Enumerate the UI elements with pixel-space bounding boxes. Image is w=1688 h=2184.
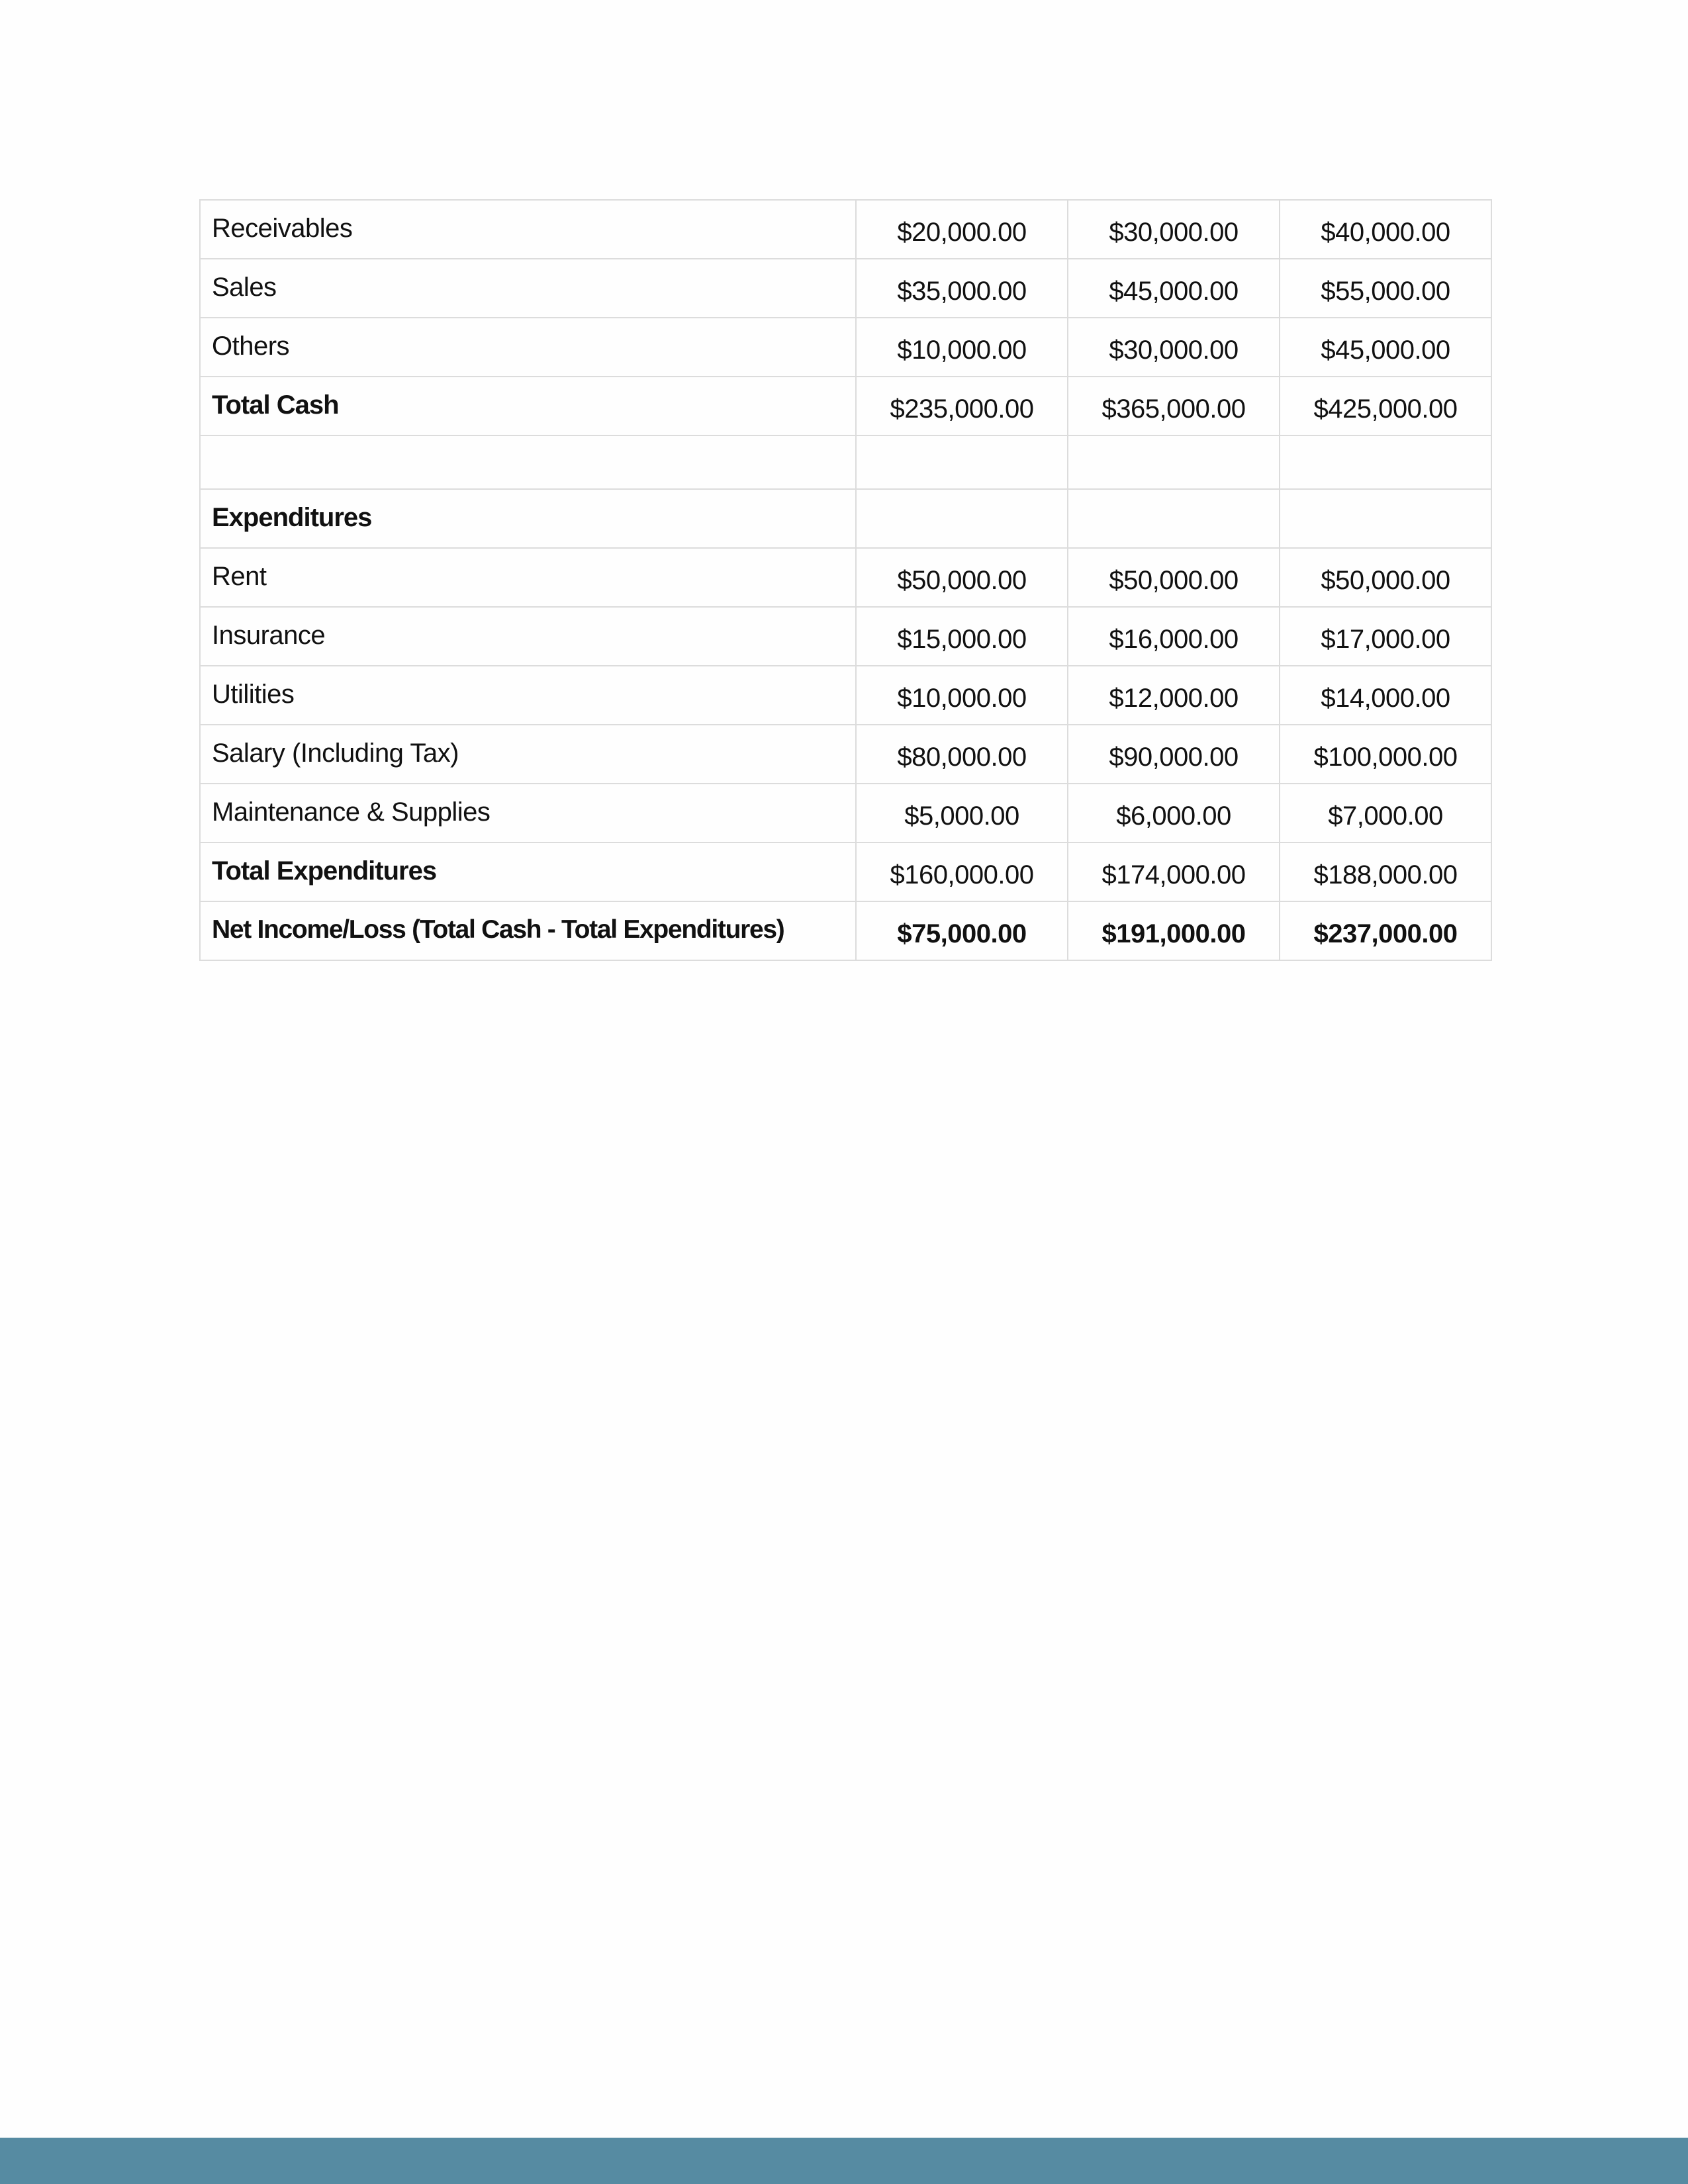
section-heading-expenditures: Expenditures <box>200 489 856 548</box>
row-value-2 <box>1068 435 1280 489</box>
row-label-sales: Sales <box>200 259 856 318</box>
row-value-3: $188,000.00 <box>1280 842 1491 901</box>
row-value-1: $50,000.00 <box>856 548 1068 607</box>
row-label-total-expenditures: Total Expenditures <box>200 842 856 901</box>
row-value-3: $100,000.00 <box>1280 725 1491 784</box>
row-value-2: $16,000.00 <box>1068 607 1280 666</box>
row-value-3: $55,000.00 <box>1280 259 1491 318</box>
row-value-3 <box>1280 489 1491 548</box>
row-value-1: $35,000.00 <box>856 259 1068 318</box>
row-value-2: $365,000.00 <box>1068 377 1280 435</box>
row-value-1: $75,000.00 <box>856 901 1068 960</box>
table-row-salary <box>200 725 1491 784</box>
table-row-total-expenditures <box>200 842 1491 901</box>
row-value-1: $10,000.00 <box>856 666 1068 725</box>
row-value-3: $14,000.00 <box>1280 666 1491 725</box>
table-row-total-cash <box>200 377 1491 435</box>
row-value-1: $235,000.00 <box>856 377 1068 435</box>
row-value-3: $40,000.00 <box>1280 200 1491 259</box>
footer-bar <box>0 2138 1688 2184</box>
row-label-total-cash: Total Cash <box>200 377 856 435</box>
row-label-insurance: Insurance <box>200 607 856 666</box>
row-value-3: $7,000.00 <box>1280 784 1491 842</box>
table-row-sales <box>200 259 1491 318</box>
row-value-1: $160,000.00 <box>856 842 1068 901</box>
row-label-rent: Rent <box>200 548 856 607</box>
row-value-3: $50,000.00 <box>1280 548 1491 607</box>
row-value-2: $30,000.00 <box>1068 318 1280 377</box>
row-value-2: $12,000.00 <box>1068 666 1280 725</box>
table-row-expenditures-heading <box>200 489 1491 548</box>
row-label-net-income: Net Income/Loss (Total Cash - Total Expenditures) <box>200 901 856 960</box>
cash-flow-table <box>199 199 1492 961</box>
row-value-3: $237,000.00 <box>1280 901 1491 960</box>
row-value-1 <box>856 489 1068 548</box>
row-value-1: $10,000.00 <box>856 318 1068 377</box>
row-value-2: $45,000.00 <box>1068 259 1280 318</box>
table-row-spacer <box>200 435 1491 489</box>
row-value-1: $20,000.00 <box>856 200 1068 259</box>
row-value-2 <box>1068 489 1280 548</box>
row-value-3: $17,000.00 <box>1280 607 1491 666</box>
row-value-3: $425,000.00 <box>1280 377 1491 435</box>
row-value-2: $30,000.00 <box>1068 200 1280 259</box>
row-value-3: $45,000.00 <box>1280 318 1491 377</box>
row-label-others: Others <box>200 318 856 377</box>
row-value-2: $50,000.00 <box>1068 548 1280 607</box>
row-value-3 <box>1280 435 1491 489</box>
table-row-others <box>200 318 1491 377</box>
row-value-1: $15,000.00 <box>856 607 1068 666</box>
table-row-maintenance <box>200 784 1491 842</box>
row-value-2: $191,000.00 <box>1068 901 1280 960</box>
table-row-insurance <box>200 607 1491 666</box>
row-value-1 <box>856 435 1068 489</box>
row-value-2: $6,000.00 <box>1068 784 1280 842</box>
table-row-receivables <box>200 200 1491 259</box>
row-value-1: $5,000.00 <box>856 784 1068 842</box>
row-value-2: $174,000.00 <box>1068 842 1280 901</box>
row-label-receivables: Receivables <box>200 200 856 259</box>
row-label-maintenance: Maintenance & Supplies <box>200 784 856 842</box>
table-row-rent <box>200 548 1491 607</box>
row-value-2: $90,000.00 <box>1068 725 1280 784</box>
table-row-utilities <box>200 666 1491 725</box>
row-label-empty <box>200 435 856 489</box>
row-label-salary: Salary (Including Tax) <box>200 725 856 784</box>
table-row-net-income <box>200 901 1491 960</box>
row-label-utilities: Utilities <box>200 666 856 725</box>
row-value-1: $80,000.00 <box>856 725 1068 784</box>
